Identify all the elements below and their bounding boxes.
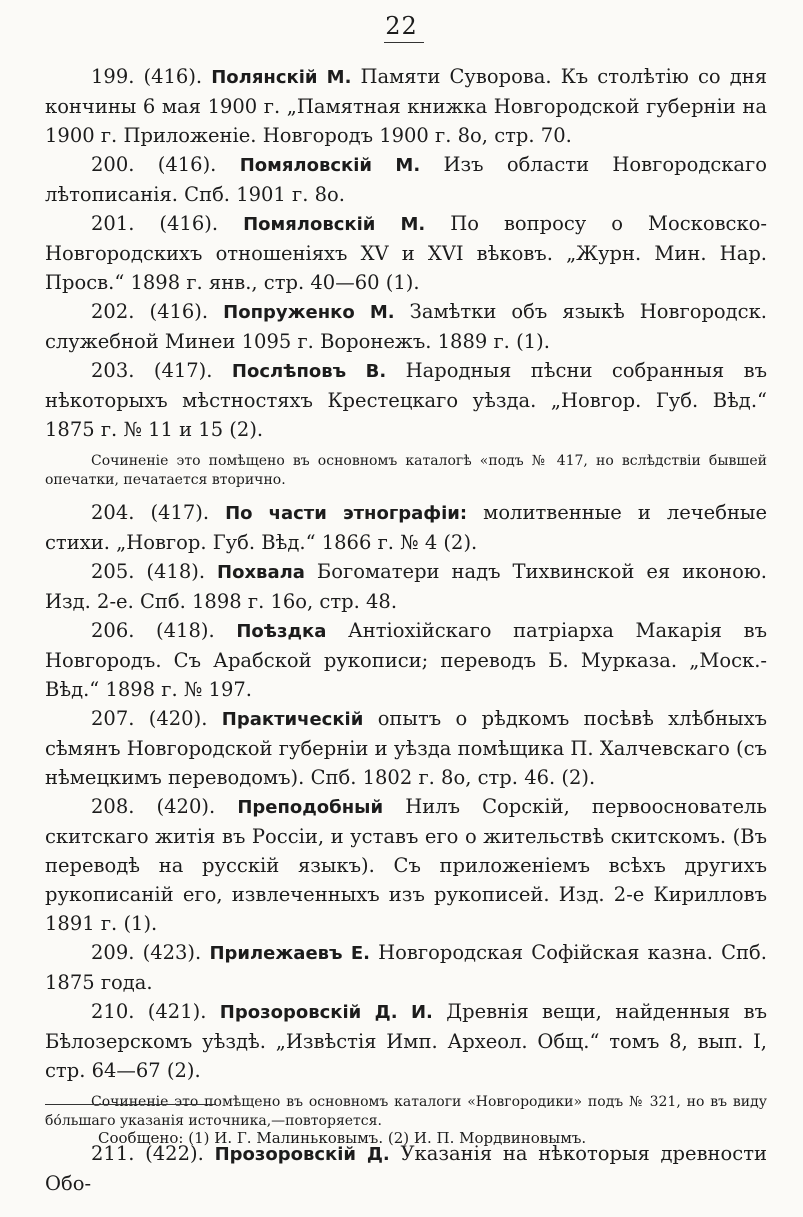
- catalog-entry: [45, 938, 767, 997]
- catalog-entry: [45, 557, 767, 616]
- entry-author: Помяловскій М.: [239, 155, 421, 176]
- catalog-entry: [45, 150, 767, 209]
- entry-number: 205. (418).: [91, 560, 218, 583]
- entry-number: 208. (420).: [91, 795, 238, 818]
- entry-number: 202. (416).: [91, 300, 224, 323]
- entry-text: Древнія вещи, найденныя въ Бѣлозерскомъ уѣздѣ. „Извѣстія Имп. Археол. Общ.“ томъ 8, вып. I, стр. 64—67 (2).: [45, 1000, 767, 1082]
- entry-text: Замѣтки объ языкѣ Новгородск. служебной Минеи 1095 г. Воронежъ. 1889 г. (1).: [45, 300, 767, 353]
- entry-text: Указанія на нѣкоторыя древности Обо-: [45, 1142, 767, 1195]
- entry-text: опытъ о рѣдкомъ посѣвѣ хлѣбныхъ сѣмянъ Новгородской губерніи и уѣзда помѣщика П. Халчевскаго (съ нѣмецкимъ переводомъ). Спб. 1802 г. 8о, стр. 46. (2).: [45, 707, 767, 789]
- entry-author: По части этнографіи:: [225, 503, 468, 524]
- entry-author: Практическій: [221, 709, 364, 730]
- catalog-entry: [45, 616, 767, 704]
- entry-text: Изъ области Новгородскаго лѣтописанія. Спб. 1901 г. 8о.: [45, 153, 768, 206]
- entry-number: 210. (421).: [91, 1000, 220, 1023]
- entry-author: Похвала: [217, 562, 305, 583]
- page-number-rule: [384, 42, 424, 43]
- entry-text: По вопросу о Московско-Новгородскихъ отношеніяхъ XV и XVI вѣковъ. „Журн. Мин. Нар. Просв.“ 1898 г. янв., стр. 40—60 (1).: [45, 212, 767, 294]
- catalog-entry: [45, 792, 767, 938]
- entry-text: Народныя пѣсни собранныя въ нѣкоторыхъ мѣстностяхъ Крестецкаго уѣзда. „Новгор. Губ. Вѣд.“ 1875 г. № 11 и 15 (2).: [45, 359, 768, 441]
- entry-text: Новгородская Софійская казна. Спб. 1875 года.: [45, 941, 767, 994]
- entry-text: Нилъ Сорскій, первооснователь скитскаго житія въ Россіи, и уставъ его о жительствѣ скитскомъ. (Въ переводѣ на русскій языкъ). Съ приложеніемъ всѣхъ другихъ рукописаній его, извлеченныхъ изъ рукописей. Изд. 2-е Кирилловъ 1891 г. (1).: [45, 795, 767, 935]
- entry-number: 211. (422).: [91, 1142, 215, 1165]
- entry-number: 200. (416).: [91, 153, 240, 176]
- footnote-rule: [45, 1104, 215, 1105]
- entry-author: Попруженко М.: [223, 302, 395, 323]
- catalog-note: Сочиненіе это помѣщено въ основномъ каталогѣ «подъ № 417, но вслѣдствіи бывшей опечатки, печатается вторично.: [45, 453, 767, 488]
- footnote: Сообщено: (1) И. Г. Малиньковымъ. (2) И. П. Мордвиновымъ.: [98, 1129, 587, 1147]
- entry-number: 201. (416).: [91, 212, 244, 235]
- entry-author: Послѣповъ В.: [231, 361, 387, 382]
- catalog-note: Сочиненіе это помѣщено въ основномъ каталоги «Новгородики» подъ № 321, но въ виду бо́льшаго указанія источника,—повторяется.: [45, 1094, 767, 1129]
- entry-number: 199. (416).: [91, 65, 212, 88]
- catalog-entry: [45, 356, 767, 444]
- entry-number: 207. (420).: [91, 707, 222, 730]
- entry-text: Памяти Суворова. Къ столѣтію со дня кончины 6 мая 1900 г. „Памятная книжка Новгородской губерніи на 1900 г. Приложеніе. Новгородъ 1900 г. 8о, стр. 70.: [45, 65, 768, 147]
- entry-text: Антіохійскаго патріарха Макарія въ Новгородъ. Съ Арабской рукописи; переводъ Б. Мурказа. „Моск.-Вѣд.“ 1898 г. № 197.: [45, 619, 767, 701]
- catalog-entry: [45, 704, 767, 792]
- entry-number: 209. (423).: [91, 941, 210, 964]
- catalog-entry: [45, 297, 767, 356]
- entry-number: 203. (417).: [91, 359, 232, 382]
- entry-author: Прилежаевъ Е.: [209, 943, 370, 964]
- catalog-entry: [45, 997, 767, 1085]
- body-text: [45, 62, 767, 1198]
- catalog-entry: [45, 62, 767, 150]
- entry-number: 206. (418).: [91, 619, 237, 642]
- entry-author: Помяловскій М.: [243, 214, 426, 235]
- entry-text: Богоматери надъ Тихвинской ея иконою. Изд. 2-е. Спб. 1898 г. 16о, стр. 48.: [45, 560, 767, 613]
- entry-author: Поѣздка: [236, 621, 327, 642]
- catalog-entry: [45, 209, 767, 297]
- entry-number: 204. (417).: [91, 501, 226, 524]
- page-number: 22: [385, 12, 418, 40]
- entry-text: молитвенные и лечебные стихи. „Новгор. Губ. Вѣд.“ 1866 г. № 4 (2).: [45, 501, 767, 554]
- entry-author: Преподобный: [237, 797, 384, 818]
- catalog-entry: [45, 498, 767, 557]
- entry-author: Прозоровскій Д. И.: [219, 1002, 433, 1023]
- entry-author: Полянскій М.: [211, 67, 352, 88]
- entry-author: Прозоровскій Д.: [214, 1144, 390, 1165]
